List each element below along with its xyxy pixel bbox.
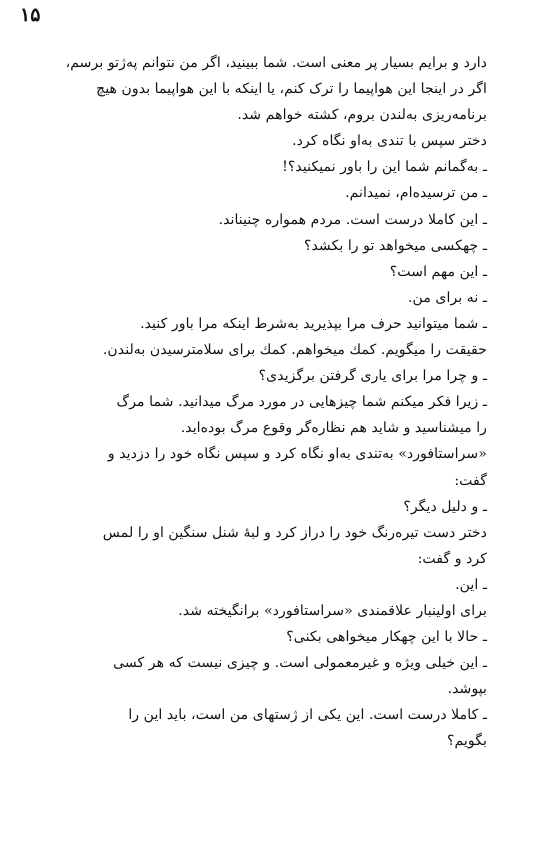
page-number: ۱۵: [20, 4, 41, 26]
text-line: دختر سپس با تندی بەاو نگاه کرد.: [292, 133, 487, 150]
dialogue-line: ـ شما میتوانید حرف مرا بپذیرید بەشرط اینکه مرا باور کنید.: [140, 315, 487, 332]
dialogue-line: ـ و دلیل دیگر؟: [403, 498, 487, 515]
text-line: اگر در اینجا این هواپیما را ترک کنم، یا اینکه با این هواپیما بدون هیچ: [96, 81, 487, 98]
text-line: برای اولینبار علاقمندی «سراستافورد» برانگیخته شد.: [178, 602, 487, 619]
text-line: دختر دست تیرەرنگ خود را دراز کرد و لبهٔ شنل سنگین او را لمس: [102, 524, 487, 541]
text-line: «سراستافورد» بەتندی بەاو نگاه کرد و سپس نگاه خود را دزدید و: [107, 446, 487, 463]
text-line: کرد و گفت:: [417, 550, 487, 567]
text-line: حقیقت را میگویم. کمك میخواهم. کمك برای سلامترسیدن بەلندن.: [102, 342, 487, 359]
dialogue-line: ـ نه برای من.: [408, 289, 487, 306]
dialogue-line: ـ این مهم است؟: [389, 263, 487, 280]
text-line: دارد و برایم بسیار پر معنی است. شما ببینید، اگر من نتوانم پەژتو برسم،: [65, 55, 487, 71]
dialogue-line: ـ این خیلی ویژه و غیرمعمولی است. و چیزی نیست که هر کسی: [113, 655, 487, 672]
text-line: گفت:: [454, 472, 487, 489]
text-line: برنامەریزی بەلندن بروم، کشته خواهم شد.: [237, 107, 487, 124]
text-line: بگویم؟: [446, 733, 487, 750]
dialogue-line: ـ زیرا فکر میکنم شما چیزهایی در مورد مرگ میدانید. شما مرگ: [116, 394, 487, 411]
dialogue-line: ـ چهکسی میخواهد تو را بکشد؟: [303, 237, 487, 254]
dialogue-line: ـ کاملا درست است. این یکی از ژستهای من است، باید این را: [128, 707, 487, 724]
dialogue-line: ـ من ترسیدەام، نمیدانم.: [345, 185, 487, 202]
text-line: را میشناسید و شاید هم نظارەگر وقوع مرگ بودەاید.: [180, 420, 487, 437]
dialogue-line: ـ این کاملا درست است. مردم همواره چنیناند.: [218, 211, 487, 228]
dialogue-line: ـ و چرا مرا برای یاری گرفتن برگزیدی؟: [258, 368, 487, 385]
page-text: [55, 50, 487, 755]
dialogue-line: ـ حالا با این چهکار میخواهی بکنی؟: [286, 629, 487, 646]
dialogue-line: ـ بەگمانم شما این را باور نمیکنید؟!: [282, 159, 487, 176]
dialogue-line: ـ این.: [455, 576, 487, 593]
text-line: بپوشد.: [447, 681, 487, 698]
